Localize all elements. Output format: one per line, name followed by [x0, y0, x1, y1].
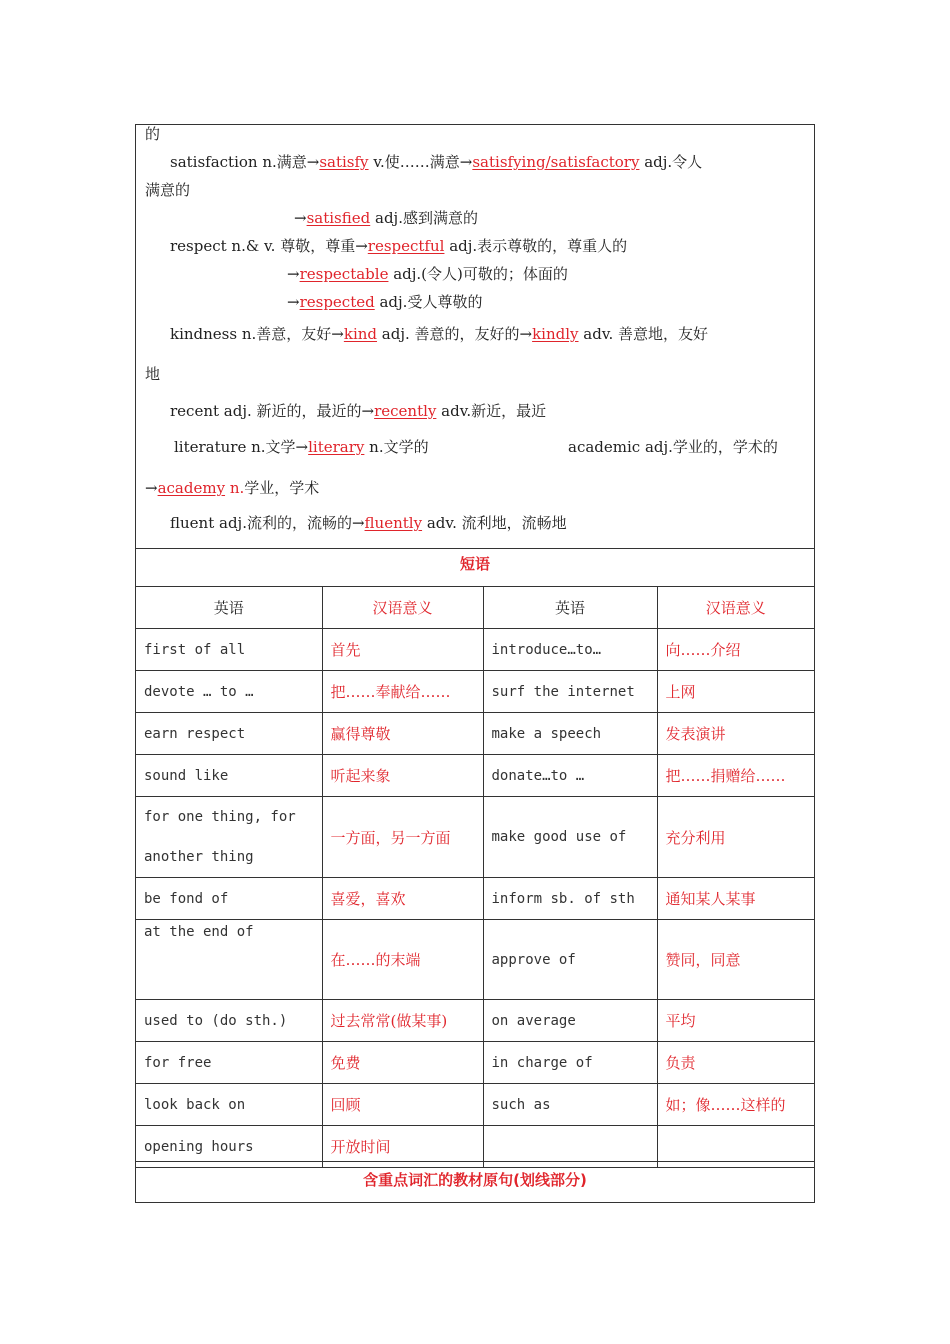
answer-fluently: fluently [364, 514, 423, 532]
phrase-meaning: 听起来象 [322, 755, 483, 797]
answer-respectable: respectable [299, 265, 389, 283]
vocab-line-fluent: fluent adj.流利的，流畅的→fluently adv. 流利地，流畅地 [170, 514, 567, 532]
header-english: 英语 [136, 587, 322, 629]
phrase-meaning: 喜爱，喜欢 [322, 878, 483, 920]
phrase-meaning: 平均 [657, 1000, 814, 1042]
phrase-english: be fond of [136, 878, 322, 920]
vocab-line-respect: respect n.& v. 尊敬，尊重→respectful adj.表示尊敬的，尊重人的 [170, 237, 628, 255]
answer-academy: academy [157, 479, 226, 497]
table-row [136, 755, 814, 797]
phrase-english: introduce…to… [483, 629, 657, 671]
phrase-meaning: 把……奉献给…… [322, 671, 483, 713]
answer-literary: literary [308, 438, 365, 456]
table-row [136, 797, 814, 878]
word-family-section [136, 125, 814, 549]
header-chinese-meaning: 汉语意义 [657, 587, 814, 629]
table-row [136, 713, 814, 755]
phrase-meaning: 上网 [657, 671, 814, 713]
header-chinese-meaning: 汉语意义 [322, 587, 483, 629]
phrase-meaning: 开放时间 [322, 1126, 483, 1168]
table-row [136, 1084, 814, 1126]
phrase-english: make a speech [483, 713, 657, 755]
phrase-meaning: 一方面，另一方面 [322, 797, 483, 878]
phrases-table [136, 586, 814, 1168]
phrase-meaning: 免费 [322, 1042, 483, 1084]
phrase-english: first of all [136, 629, 322, 671]
vocab-line-kindness: kindness n.善意，友好→kind adj. 善意的，友好的→kindly adv. 善意地，友好 [170, 325, 709, 343]
answer-recently: recently [374, 402, 437, 420]
phrase-meaning: 过去常常(做某事) [322, 1000, 483, 1042]
phrase-english: earn respect [136, 713, 322, 755]
table-row [136, 878, 814, 920]
phrase-meaning: 向……介绍 [657, 629, 814, 671]
phrase-english: used to (do sth.) [136, 1000, 322, 1042]
phrase-english: on average [483, 1000, 657, 1042]
answer-satisfied: satisfied [306, 209, 371, 227]
answer-kindly: kindly [532, 325, 579, 343]
answer-respected: respected [299, 293, 375, 311]
phrase-english: at the end of [136, 920, 322, 1000]
phrase-english: inform sb. of sth [483, 878, 657, 920]
answer-respectful: respectful [367, 237, 445, 255]
answer-satisfy: satisfy [319, 153, 369, 171]
vocab-line-recent: recent adj. 新近的，最近的→recently adv.新近，最近 [170, 402, 547, 420]
divider [136, 1161, 814, 1162]
vocab-line-respectable: →respectable adj.(令人)可敬的；体面的 [287, 265, 568, 283]
phrase-english: opening hours [136, 1126, 322, 1168]
answer-satisfying: satisfying/satisfactory [472, 153, 640, 171]
header-english: 英语 [483, 587, 657, 629]
phrase-meaning: 首先 [322, 629, 483, 671]
vocab-line: 地 [145, 365, 161, 383]
vocab-line-literature: literature n.文学→literary n.文学的 [174, 438, 429, 456]
table-row [136, 1000, 814, 1042]
phrase-meaning: 发表演讲 [657, 713, 814, 755]
phrase-english: donate…to … [483, 755, 657, 797]
table-row [136, 629, 814, 671]
vocab-frame [135, 124, 815, 1203]
vocab-line-academic: academic adj.学业的，学术的 [568, 438, 778, 456]
phrase-english: such as [483, 1084, 657, 1126]
vocab-line-satisfaction: satisfaction n.满意→satisfy v.使……满意→satisfying/satisfactory adj.令人 [170, 153, 703, 171]
answer-kind: kind [343, 325, 378, 343]
phrase-meaning: 负责 [657, 1042, 814, 1084]
vocab-line-academy: →academy n.学业，学术 [145, 479, 320, 497]
phrase-english: approve of [483, 920, 657, 1000]
phrase-english: surf the internet [483, 671, 657, 713]
phrase-english: in charge of [483, 1042, 657, 1084]
phrase-meaning: 充分利用 [657, 797, 814, 878]
vocab-line-respected: →respected adj.受人尊敬的 [287, 293, 483, 311]
phrase-meaning: 把……捐赠给…… [657, 755, 814, 797]
textbook-sentences-heading: 含重点词汇的教材原句(划线部分) [363, 1171, 587, 1189]
phrase-english: look back on [136, 1084, 322, 1126]
phrase-meaning: 通知某人某事 [657, 878, 814, 920]
vocab-line: 的 [145, 125, 161, 143]
table-row [136, 1042, 814, 1084]
phrase-meaning: 赞同，同意 [657, 920, 814, 1000]
phrase-english: for one thing, for another thing [136, 797, 322, 878]
phrase-meaning: 赢得尊敬 [322, 713, 483, 755]
table-header-row [136, 587, 814, 629]
vocab-line-satisfied: →satisfied adj.感到满意的 [294, 209, 478, 227]
phrases-heading: 短语 [459, 555, 490, 573]
phrase-meaning: 回顾 [322, 1084, 483, 1126]
phrase-meaning: 在……的末端 [322, 920, 483, 1000]
phrase-english: make good use of [483, 797, 657, 878]
phrase-english: for free [136, 1042, 322, 1084]
phrase-meaning: 如；像……这样的 [657, 1084, 814, 1126]
table-row [136, 671, 814, 713]
phrase-english: devote … to … [136, 671, 322, 713]
vocab-line: 满意的 [145, 181, 191, 199]
table-row [136, 920, 814, 1000]
phrase-english: sound like [136, 755, 322, 797]
